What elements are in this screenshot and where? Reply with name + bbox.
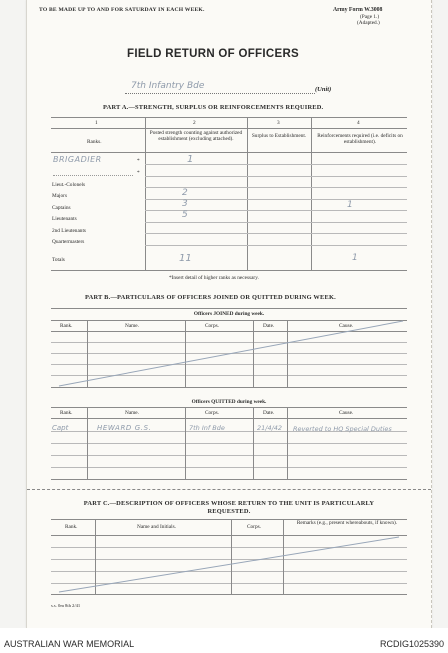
col-number-4: 4 (357, 120, 360, 126)
col-header-ranks: Ranks. (87, 139, 102, 145)
joined-cancel-stroke (59, 321, 403, 386)
part-c-col-rank: Rank. (65, 524, 78, 530)
part-c-heading: PART C.—DESCRIPTION OF OFFICERS WHOSE RETURN TO THE UNIT IS PARTICULARLY REQUESTED. (83, 500, 375, 515)
rank-marker: * (137, 170, 140, 176)
part-a-footnote: *Insert detail of higher ranks as necessary. (169, 275, 259, 281)
page-number: (Page 1.) (360, 14, 380, 20)
totals-posted: 11 (179, 253, 192, 264)
unit-handwritten: 7th Infantry Bde (131, 81, 205, 91)
col-header-posted: Posted strength counting against authorized establishment (excluding attached). (149, 130, 243, 142)
part-c-col-name: Name and Initials. (137, 524, 176, 530)
quitted-rank: Capt (52, 424, 69, 432)
print-code: s.s. 0m 8th 2/41 (51, 603, 81, 608)
form-sheet (26, 0, 432, 628)
quitted-col-date: Date. (263, 410, 275, 416)
instruction-text: TO BE MADE UP TO AND FOR SATURDAY IN EACH WEEK. (39, 7, 205, 13)
unit-label: (Unit) (315, 86, 332, 93)
part-c-cancel-stroke (59, 537, 399, 592)
rank-lt-colonels: Lieut.-Colonels (52, 182, 86, 188)
quitted-corps: 7th Inf Bde (189, 424, 225, 432)
rank-marker: * (137, 158, 140, 164)
totals-reinforcements: 1 (352, 253, 358, 263)
part-c-col-remarks: Remarks (e.g., present whereabouts, if known). (296, 520, 398, 526)
totals-label: Totals (52, 257, 65, 263)
posted-captains: 3 (182, 199, 188, 209)
rank-2nd-lieutenants: 2nd Lieutenants (52, 228, 86, 234)
col-header-surplus: Surplus to Establishment. (251, 133, 307, 139)
quitted-cause: Reverted to HQ Special Duties (293, 425, 392, 433)
joined-col-corps: Corps. (205, 323, 219, 329)
archive-footer (0, 628, 448, 653)
joined-col-name: Name. (125, 323, 139, 329)
page-title: FIELD RETURN OF OFFICERS (127, 48, 300, 60)
quitted-col-rank: Rank. (60, 410, 73, 416)
reinf-captains: 1 (347, 200, 353, 210)
col-header-reinforcements: Reinforcements required (i.e. deficits on establishment). (317, 133, 403, 145)
rank-brigadier: BRIGADIER (53, 155, 102, 164)
rank-quartermasters: Quartermasters (52, 239, 85, 245)
rank-lieutenants: Lieutenants (52, 216, 77, 222)
quitted-col-cause: Cause. (339, 410, 354, 416)
quitted-col-corps: Corps. (205, 410, 219, 416)
footer-left: AUSTRALIAN WAR MEMORIAL (4, 639, 135, 649)
col-number-1: 1 (95, 120, 98, 126)
posted-lieutenants: 5 (182, 210, 188, 220)
part-a-heading: PART A.—STRENGTH, SURPLUS OR REINFORCEMENTS REQUIRED. (103, 104, 324, 111)
cancellation-strokes (27, 0, 431, 628)
joined-col-rank: Rank. (60, 323, 73, 329)
quitted-name: HEWARD G.S. (97, 424, 152, 432)
adapted-label: (Adapted.) (357, 20, 380, 26)
part-b-heading: PART B.—PARTICULARS OF OFFICERS JOINED OR QUITTED DURING WEEK. (85, 294, 336, 301)
footer-right: RCDIG1025390 (379, 639, 444, 649)
rank-majors: Majors (52, 193, 68, 199)
joined-col-cause: Cause. (339, 323, 354, 329)
quitted-date: 21/4/42 (257, 424, 283, 432)
joined-title: Officers JOINED during week. (193, 311, 265, 317)
quitted-col-name: Name. (125, 410, 139, 416)
rank-captains: Captains (52, 205, 71, 211)
joined-col-date: Date. (263, 323, 275, 329)
col-number-3: 3 (277, 120, 280, 126)
quitted-title: Officers QUITTED during week. (191, 399, 267, 405)
part-c-col-corps: Corps. (247, 524, 261, 530)
col-number-2: 2 (193, 120, 196, 126)
form-number: Army Form W.3008 (333, 7, 383, 13)
posted-majors: 2 (182, 188, 188, 198)
posted-brigadier: 1 (187, 154, 194, 165)
